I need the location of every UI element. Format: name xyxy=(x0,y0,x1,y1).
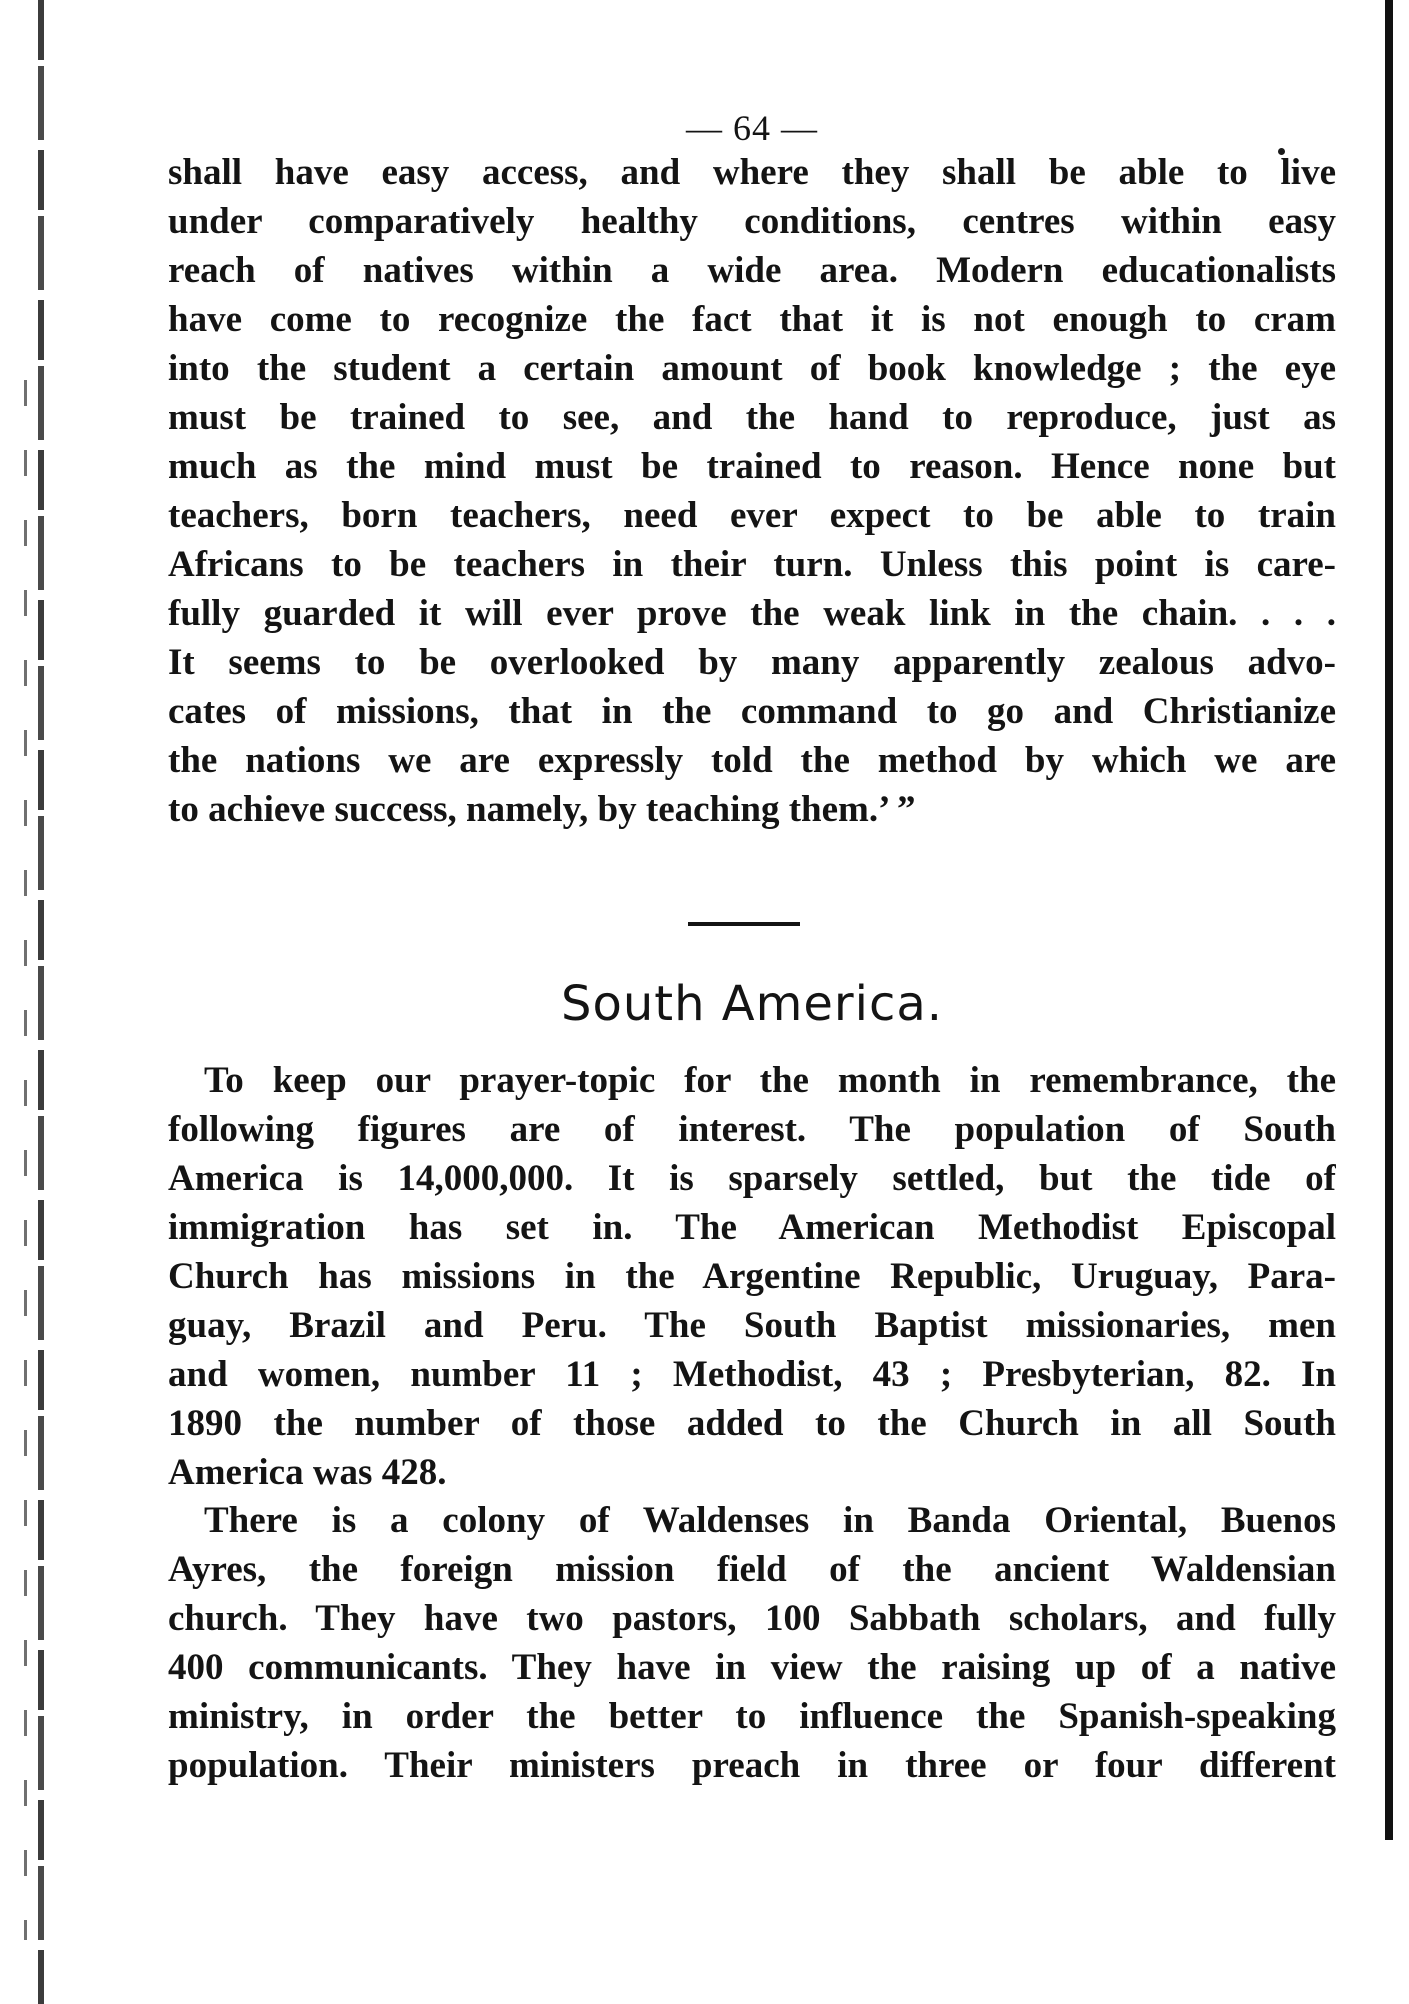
continued-quotation-paragraph xyxy=(168,148,1336,834)
section-divider-rule xyxy=(688,922,800,926)
text-line: 400 communicants. They have in view the raising up of a native xyxy=(168,1647,1336,1688)
text-line: the nations we are expressly told the method by which we are xyxy=(168,740,1336,781)
text-line: America was 428. xyxy=(168,1452,447,1493)
text-line: immigration has set in. The American Methodist Episcopal xyxy=(168,1207,1336,1248)
text-line: There is a colony of Waldenses in Banda Oriental, Buenos xyxy=(204,1500,1336,1541)
text-line: under comparatively healthy conditions, centres within easy xyxy=(168,201,1336,242)
population-paragraph xyxy=(168,1056,1336,1497)
text-line: teachers, born teachers, need ever expect to be able to train xyxy=(168,495,1336,536)
text-line: population. Their ministers preach in three or four different xyxy=(168,1745,1336,1786)
text-line: Africans to be teachers in their turn. Unless this point is care- xyxy=(168,544,1336,585)
scan-right-border xyxy=(1385,0,1393,1840)
text-line: fully guarded it will ever prove the weak link in the chain. . . . xyxy=(168,593,1336,634)
scan-left-margin-marks xyxy=(24,380,27,1940)
text-line: 1890 the number of those added to the Church in all South xyxy=(168,1403,1336,1444)
waldenses-paragraph xyxy=(168,1496,1336,1790)
text-line: reach of natives within a wide area. Modern educationalists xyxy=(168,250,1336,291)
scan-left-border xyxy=(38,0,44,2004)
text-line: shall have easy access, and where they shall be able to live xyxy=(168,152,1336,193)
text-line: guay, Brazil and Peru. The South Baptist missionaries, men xyxy=(168,1305,1336,1346)
text-line: Ayres, the foreign mission field of the ancient Waldensian xyxy=(168,1549,1336,1590)
text-line: It seems to be overlooked by many apparently zealous advo- xyxy=(168,642,1336,683)
text-line: following figures are of interest. The population of South xyxy=(168,1109,1336,1150)
text-line: church. They have two pastors, 100 Sabbath scholars, and fully xyxy=(168,1598,1336,1639)
text-line: To keep our prayer-topic for the month in remembrance, the xyxy=(204,1060,1336,1101)
section-heading: South America. xyxy=(560,976,943,1032)
text-line: and women, number 11 ; Methodist, 43 ; Presbyterian, 82. In xyxy=(168,1354,1336,1395)
text-line: ministry, in order the better to influence the Spanish-speaking xyxy=(168,1696,1336,1737)
text-line: have come to recognize the fact that it is not enough to cram xyxy=(168,299,1336,340)
text-line: cates of missions, that in the command to go and Christianize xyxy=(168,691,1336,732)
text-line: Church has missions in the Argentine Republic, Uruguay, Para- xyxy=(168,1256,1336,1297)
text-line: much as the mind must be trained to reason. Hence none but xyxy=(168,446,1336,487)
text-line: must be trained to see, and the hand to reproduce, just as xyxy=(168,397,1336,438)
text-line: America is 14,000,000. It is sparsely settled, but the tide of xyxy=(168,1158,1336,1199)
text-line: to achieve success, namely, by teaching them.’ ” xyxy=(168,789,916,830)
text-line: into the student a certain amount of book knowledge ; the eye xyxy=(168,348,1336,389)
page-number: — 64 — xyxy=(686,108,818,148)
